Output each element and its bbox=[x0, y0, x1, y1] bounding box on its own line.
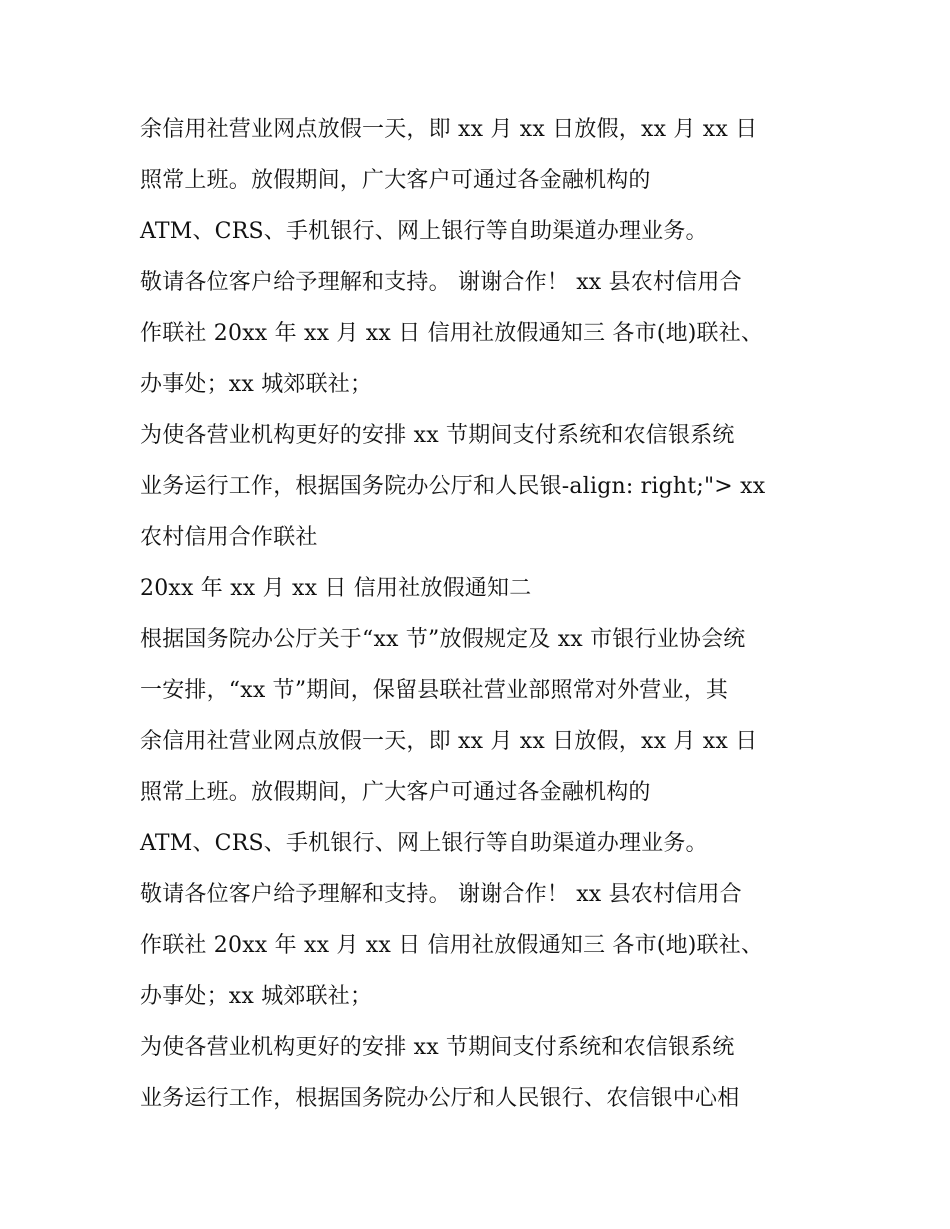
text-line: 敬请各位客户给予理解和支持。 谢谢合作！ xx 县农村信用合 bbox=[140, 270, 742, 295]
text-line: 办事处；xx 城郊联社； bbox=[140, 984, 373, 1009]
text-line: 业务运行工作，根据国务院办公厅和人民银行、农信银中心相 bbox=[140, 1086, 740, 1111]
text-line: 照常上班。放假期间，广大客户可通过各金融机构的 bbox=[140, 168, 651, 193]
text-line: 照常上班。放假期间，广大客户可通过各金融机构的 bbox=[140, 780, 651, 805]
text-line: 办事处；xx 城郊联社； bbox=[140, 372, 373, 397]
text-line: 作联社 20xx 年 xx 月 xx 日 信用社放假通知三 各市(地)联社、 bbox=[140, 321, 764, 346]
text-line: 20xx 年 xx 月 xx 日 信用社放假通知二 bbox=[140, 576, 532, 601]
text-line: 根据国务院办公厅关于“xx 节”放假规定及 xx 市银行业协会统 bbox=[140, 627, 746, 652]
text-line: 农村信用合作联社 bbox=[140, 525, 318, 550]
text-line: ATM、CRS、手机银行、网上银行等自助渠道办理业务。 bbox=[140, 219, 708, 244]
text-line: 业务运行工作，根据国务院办公厅和人民银-align: right;"> xx bbox=[140, 474, 766, 499]
text-line: 为使各营业机构更好的安排 xx 节期间支付系统和农信银系统 bbox=[140, 1035, 735, 1060]
text-line: 敬请各位客户给予理解和支持。 谢谢合作！ xx 县农村信用合 bbox=[140, 882, 742, 907]
text-line: 余信用社营业网点放假一天，即 xx 月 xx 日放假，xx 月 xx 日 bbox=[140, 729, 758, 754]
text-line: 为使各营业机构更好的安排 xx 节期间支付系统和农信银系统 bbox=[140, 423, 735, 448]
text-line: 一安排，“xx 节”期间，保留县联社营业部照常对外营业，其 bbox=[140, 678, 729, 703]
text-line: ATM、CRS、手机银行、网上银行等自助渠道办理业务。 bbox=[140, 831, 708, 856]
document-body bbox=[140, 104, 840, 1124]
text-line: 作联社 20xx 年 xx 月 xx 日 信用社放假通知三 各市(地)联社、 bbox=[140, 933, 764, 958]
text-line: 余信用社营业网点放假一天，即 xx 月 xx 日放假，xx 月 xx 日 bbox=[140, 117, 758, 142]
